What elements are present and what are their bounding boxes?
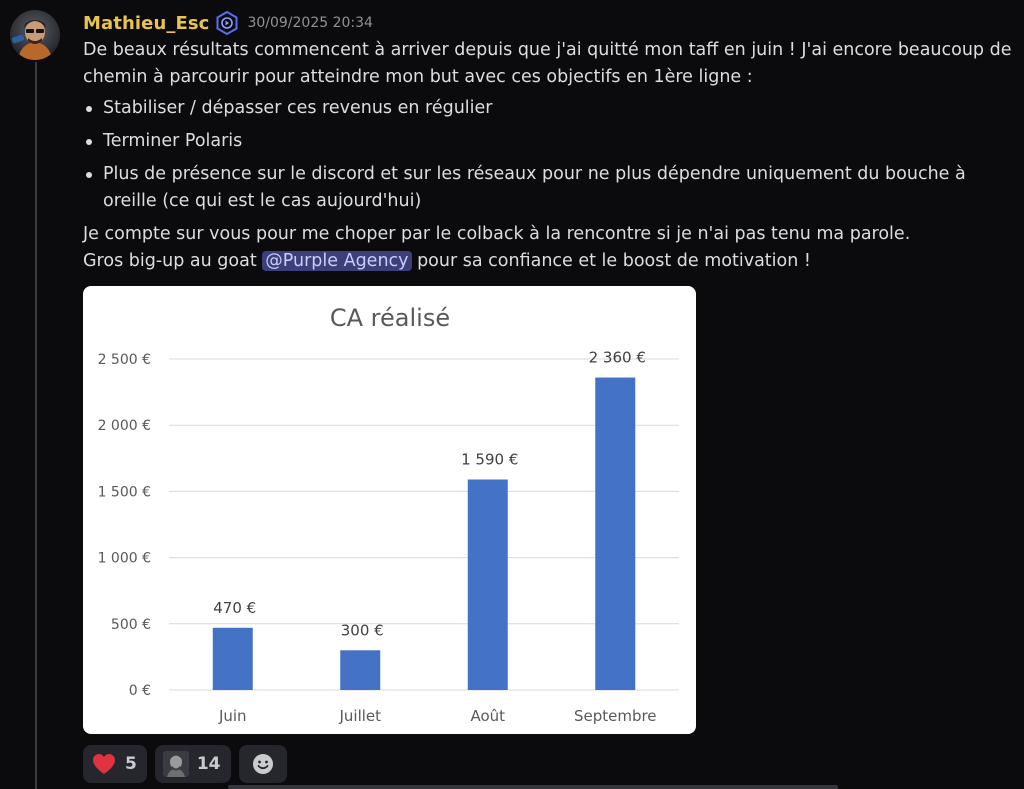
message-line-1: Je compte sur vous pour me choper par le colback à la rencontre si je n'ai pas tenu ma parole. [83,224,911,244]
objectives-list [83,95,1018,215]
x-tick-label: Juillet [339,707,382,725]
message-content [83,37,1018,275]
bar-juillet [340,650,380,690]
bullet-dot [86,172,92,178]
x-tick-label: Juin [218,707,247,725]
avatar-image [10,10,60,60]
y-tick-label: 1 500 € [97,484,151,501]
avatar[interactable] [10,10,60,60]
bullet-dot [86,139,92,145]
scroll-indicator [228,785,838,789]
chart-image-attachment[interactable] [83,286,696,734]
message-timestamp: 30/09/2025 20:34 [247,15,373,31]
user-avatar-icon [163,751,189,777]
heart-icon [91,752,117,776]
reply-thread-line [35,62,37,789]
reaction-heart[interactable] [83,745,147,783]
server-tag-badge-icon[interactable] [215,11,239,35]
add-reaction-button[interactable] [239,745,287,783]
reaction-count: 14 [196,754,221,774]
message-intro: De beaux résultats commencent à arriver depuis que j'ai quitté mon taff en juin ! J'ai encore beaucoup de chemin à parcourir pour atteindre mon but avec ces objectifs en 1ère ligne : [83,40,1012,87]
y-tick-label: 500 € [110,616,151,633]
reaction-count: 5 [125,754,137,774]
list-item: Terminer Polaris [83,128,1018,155]
x-tick-label: Septembre [573,707,657,725]
data-label: 470 € [213,598,257,617]
list-item: Stabiliser / dépasser ces revenus en régulier [83,95,1018,122]
bar-juin [213,628,253,690]
bullet-dot [86,106,92,112]
data-label: 2 360 € [588,348,646,367]
bar-septembre [595,378,635,690]
y-tick-label: 1 000 € [97,550,151,567]
data-label: 300 € [340,621,384,640]
user-mention[interactable]: @Purple Agency [262,251,411,271]
username[interactable]: Mathieu_Esc [83,12,210,34]
chart-title: CA réalisé [329,304,451,332]
message-line-2: Gros big-up au goat @Purple Agency pour sa confiance et le boost de motivation ! [83,251,811,271]
message-header [83,10,373,36]
list-item: Plus de présence sur le discord et sur les réseaux pour ne plus dépendre uniquement du bouche à oreille (ce qui est le cas aujourd'hui) [83,161,1018,215]
revenue-bar-chart [83,286,696,734]
bar-août [468,479,508,690]
data-label: 1 590 € [461,450,519,469]
reaction-custom-emoji[interactable] [155,745,231,783]
reactions-bar [83,745,287,783]
y-tick-label: 0 € [128,683,151,699]
smiley-icon [251,752,275,776]
x-tick-label: Août [470,707,506,725]
y-tick-label: 2 500 € [97,352,151,368]
y-tick-label: 2 000 € [97,418,151,435]
